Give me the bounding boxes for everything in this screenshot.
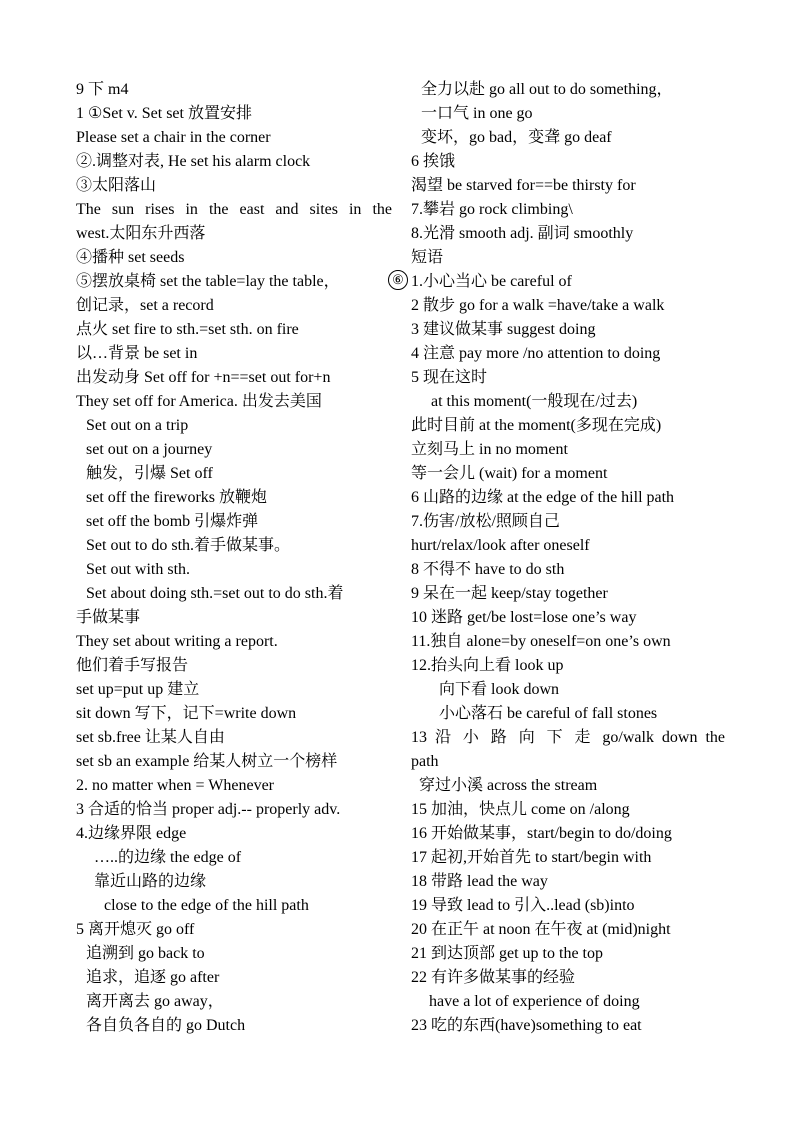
text-line: 23 吃的东西(have)something to eat [411, 1017, 642, 1034]
text-line: 各自负各自的 go Dutch [86, 1017, 246, 1034]
text-line: 追求，追逐 go after [86, 969, 220, 986]
text-line: 创记录，set a record [76, 297, 214, 314]
text-line: 15 加油，快点儿 come on /along [411, 801, 630, 818]
text-line: 8.光滑 smooth adj. 副词 smoothly [411, 225, 634, 242]
text-line: ④播种 set seeds [76, 249, 185, 266]
text-line: 10 迷路 get/be lost=lose one’s way [411, 609, 637, 626]
text-line: 3 建议做某事 suggest doing [411, 321, 596, 338]
text-line: 6 挨饿 [411, 153, 456, 170]
text-line: ③太阳落山 [76, 177, 157, 194]
text-line: path [411, 753, 439, 770]
text-line: Set out on a trip [86, 417, 189, 434]
text-line: 2 散步 go for a walk =have/take a walk [411, 297, 665, 314]
text-line: 一口气 in one go [421, 105, 533, 122]
text-line: 19 导致 lead to 引入..lead (sb)into [411, 897, 635, 914]
text-line: 3 合适的恰当 proper adj.-- properly adv. [76, 801, 341, 818]
text-line: 短语 [411, 249, 444, 266]
text-line: 13 沿 小 路 向 下 走 go/walk down the [411, 729, 725, 746]
text-line: 7.伤害/放松/照顾自己 [411, 513, 560, 530]
text-line: 全力以赴 go all out to do something， [421, 81, 673, 98]
text-line: 等一会儿 (wait) for a moment [411, 465, 608, 482]
text-line: ②.调整对表, He set his alarm clock [76, 153, 311, 170]
text-line: 4 注意 pay more /no attention to doing [411, 345, 661, 362]
text-line: The sun rises in the east and sites in the [76, 201, 392, 218]
text-line: ⑤摆放桌椅 set the table=lay the table， [76, 273, 340, 290]
text-line: sit down 写下，记下=write down [76, 705, 297, 722]
text-line: 变坏，go bad，变聋 go deaf [421, 129, 612, 146]
text-line: close to the edge of the hill path [104, 897, 309, 914]
text-line: at this moment(一般现在/过去) [431, 393, 638, 410]
text-line: 12.抬头向上看 look up [411, 657, 564, 674]
text-line: 手做某事 [76, 609, 141, 626]
text-line: set up=put up 建立 [76, 681, 200, 698]
right-column [405, 78, 725, 1038]
text-line: 靠近山路的边缘 [94, 873, 207, 890]
circled-number-six: ⑥ [388, 270, 408, 290]
text-line: Set about doing sth.=set out to do sth.着 [86, 585, 344, 602]
text-line: They set off for America. 出发去美国 [76, 393, 322, 410]
text-line: 20 在正午 at noon 在午夜 at (mid)night [411, 921, 671, 938]
text-line: …..的边缘 the edge of [94, 849, 242, 866]
text-line: 立刻马上 in no moment [411, 441, 568, 458]
text-line: set sb an example 给某人树立一个榜样 [76, 753, 338, 770]
text-line: 21 到达顶部 get up to the top [411, 945, 603, 962]
text-line: set sb.free 让某人自由 [76, 729, 225, 746]
text-line: 6 山路的边缘 at the edge of the hill path [411, 489, 675, 506]
text-line: 5 现在这时 [411, 369, 488, 386]
text-line: 他们着手写报告 [76, 657, 189, 674]
text-line: 9 呆在一起 keep/stay together [411, 585, 608, 602]
text-line: Set out to do sth.着手做某事。 [86, 537, 291, 554]
text-line: 9 下 m4 [76, 81, 129, 98]
text-line: 追溯到 go back to [86, 945, 205, 962]
text-line: have a lot of experience of doing [429, 993, 640, 1010]
text-line: Set out with sth. [86, 561, 191, 578]
text-line: set off the bomb 引爆炸弹 [86, 513, 259, 530]
text-line: 点火 set fire to sth.=set sth. on fire [76, 321, 299, 338]
text-line: 2. no matter when = Whenever [76, 777, 274, 794]
left-column [76, 78, 392, 1038]
text-line: 出发动身 Set off for +n==set out for+n [76, 369, 331, 386]
text-line: 渴望 be starved for==be thirsty for [411, 177, 636, 194]
text-line: 以…背景 be set in [76, 345, 198, 362]
text-line: west.太阳东升西落 [76, 225, 206, 242]
text-line: 11.独自 alone=by oneself=on one’s own [411, 633, 671, 650]
text-line: 5 离开熄灭 go off [76, 921, 195, 938]
text-line: 1.小心当心 be careful of [411, 273, 572, 290]
text-line: 此时目前 at the moment(多现在完成) [411, 417, 662, 434]
text-line: set off the fireworks 放鞭炮 [86, 489, 268, 506]
text-line: 离开离去 go away， [86, 993, 224, 1010]
text-line: set out on a journey [86, 441, 213, 458]
text-line: 8 不得不 have to do sth [411, 561, 565, 578]
text-line: 16 开始做某事，start/begin to do/doing [411, 825, 672, 842]
text-line: 触发，引爆 Set off [86, 465, 213, 482]
text-line: 22 有许多做某事的经验 [411, 969, 576, 986]
text-line: 小心落石 be careful of fall stones [439, 705, 658, 722]
text-line: hurt/relax/look after oneself [411, 537, 590, 554]
text-line: They set about writing a report. [76, 633, 278, 650]
text-line: 向下看 look down [439, 681, 560, 698]
text-line: Please set a chair in the corner [76, 129, 271, 146]
text-line: 穿过小溪 across the stream [419, 777, 598, 794]
text-line: 7.攀岩 go rock climbing\ [411, 201, 573, 218]
text-line: 17 起初,开始首先 to start/begin with [411, 849, 652, 866]
text-line: 18 带路 lead the way [411, 873, 548, 890]
text-line: 1 ①Set v. Set set 放置安排 [76, 105, 252, 122]
text-line: 4.边缘界限 edge [76, 825, 187, 842]
